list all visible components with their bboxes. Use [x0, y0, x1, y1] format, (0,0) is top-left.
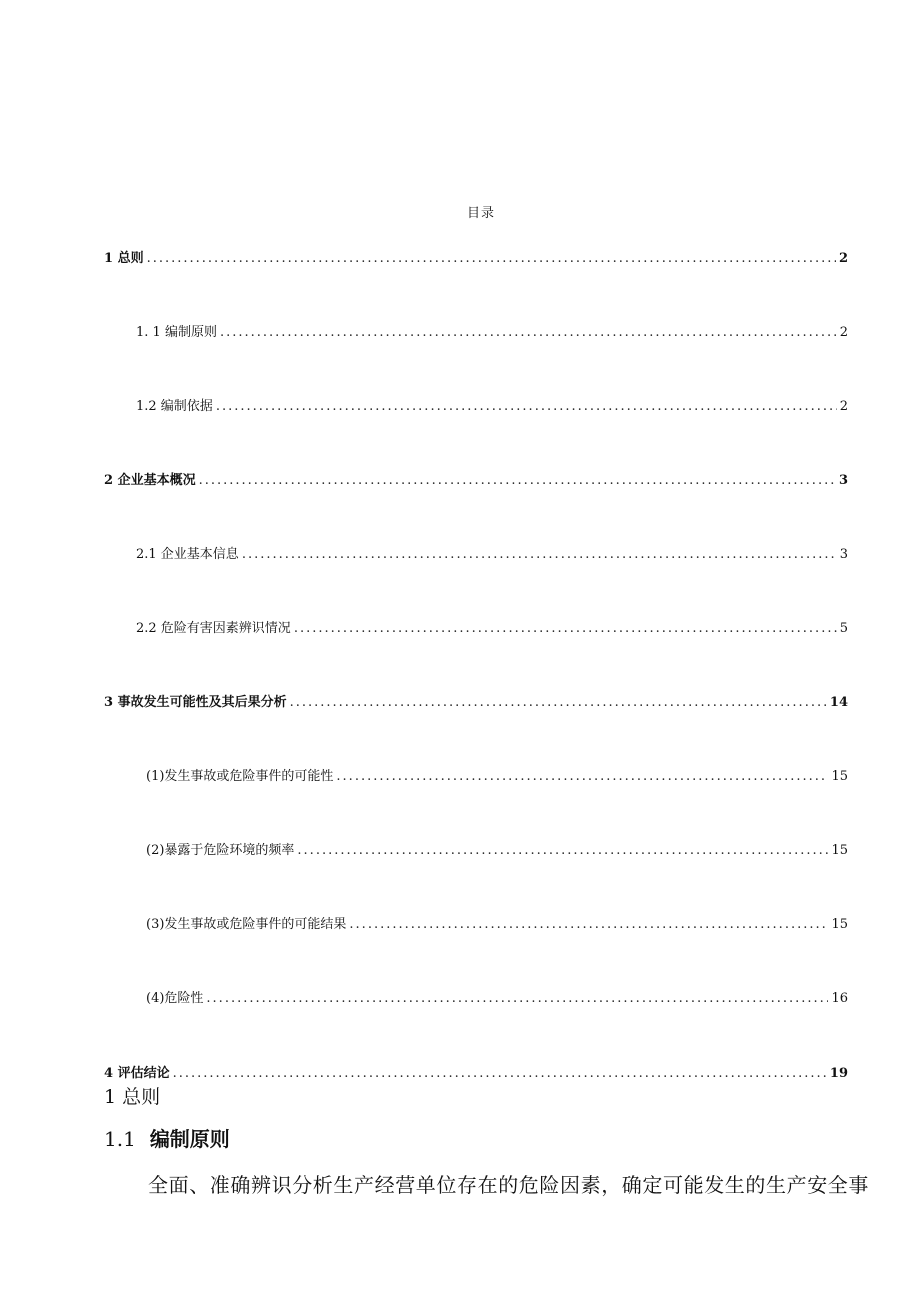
toc-entry-2[interactable]: [104, 472, 848, 490]
toc-entry-3-item-2[interactable]: [146, 842, 848, 860]
toc-entry-page: 5: [839, 621, 848, 636]
toc-leader-dots: [297, 842, 828, 860]
toc-entry-page: 19: [829, 1066, 848, 1081]
toc-entry-1[interactable]: [104, 250, 848, 268]
toc-entry-label: (3)发生事故或危险事件的可能结果: [146, 917, 347, 932]
toc-entry-label: (4)危险性: [146, 991, 204, 1006]
toc-entry-2-2[interactable]: [136, 620, 848, 638]
toc-entry-3-item-1[interactable]: [146, 768, 848, 786]
toc-leader-dots: [220, 324, 837, 342]
toc-entry-page: 2: [839, 325, 848, 340]
toc-entry-page: 3: [838, 473, 848, 488]
toc-entry-page: 2: [838, 251, 848, 266]
toc-leader-dots: [242, 546, 837, 564]
toc-entry-label: 1 总则: [104, 251, 144, 266]
toc-leader-dots: [206, 990, 828, 1008]
toc-leader-dots: [290, 694, 827, 712]
toc-entry-4[interactable]: [104, 1065, 848, 1083]
toc-entry-page: 15: [831, 843, 848, 858]
toc-entry-1-2[interactable]: [136, 398, 848, 416]
toc-entry-2-1[interactable]: [136, 546, 848, 564]
toc-leader-dots: [349, 916, 828, 934]
toc-entry-label: (2)暴露于危险环境的频率: [146, 843, 295, 858]
toc-entry-3-item-4[interactable]: [146, 990, 848, 1008]
subsection-title: 编制原则: [149, 1127, 230, 1151]
toc-entry-label: 2.1 企业基本信息: [136, 547, 239, 562]
toc-leader-dots: [216, 398, 837, 416]
toc-title: 目录: [466, 206, 495, 221]
toc-leader-dots: [199, 472, 836, 490]
toc-entry-3-item-3[interactable]: [146, 916, 848, 934]
toc-leader-dots: [336, 768, 828, 786]
toc-entry-page: 14: [829, 695, 848, 710]
toc-leader-dots: [173, 1065, 827, 1083]
toc-entry-page: 2: [839, 399, 848, 414]
toc-entry-3[interactable]: [104, 694, 848, 712]
toc-entry-page: 15: [831, 769, 848, 784]
toc-leader-dots: [294, 620, 837, 638]
toc-entry-label: 2 企业基本概况: [104, 473, 196, 488]
toc-entry-page: 3: [839, 547, 848, 562]
toc-entry-page: 16: [831, 991, 848, 1006]
subsection-heading: [104, 1124, 230, 1154]
toc-entry-page: 15: [831, 917, 848, 932]
toc-leader-dots: [147, 250, 836, 268]
toc-entry-label: 1.2 编制依据: [136, 399, 213, 414]
toc-entry-label: (1)发生事故或危险事件的可能性: [146, 769, 334, 784]
subsection-number: 1.1: [104, 1127, 136, 1151]
toc-entry-label: 1. 1 编制原则: [136, 325, 217, 340]
toc-entry-1-1[interactable]: [136, 324, 848, 342]
section-heading: 1 总则: [104, 1086, 161, 1108]
toc-entry-label: 3 事故发生可能性及其后果分析: [104, 695, 287, 710]
toc-entry-label: 4 评估结论: [104, 1066, 170, 1081]
body-paragraph: 全面、准确辨识分析生产经营单位存在的危险因素，确定可能发生的生产安全事: [148, 1173, 869, 1197]
toc-entry-label: 2.2 危险有害因素辨识情况: [136, 621, 291, 636]
